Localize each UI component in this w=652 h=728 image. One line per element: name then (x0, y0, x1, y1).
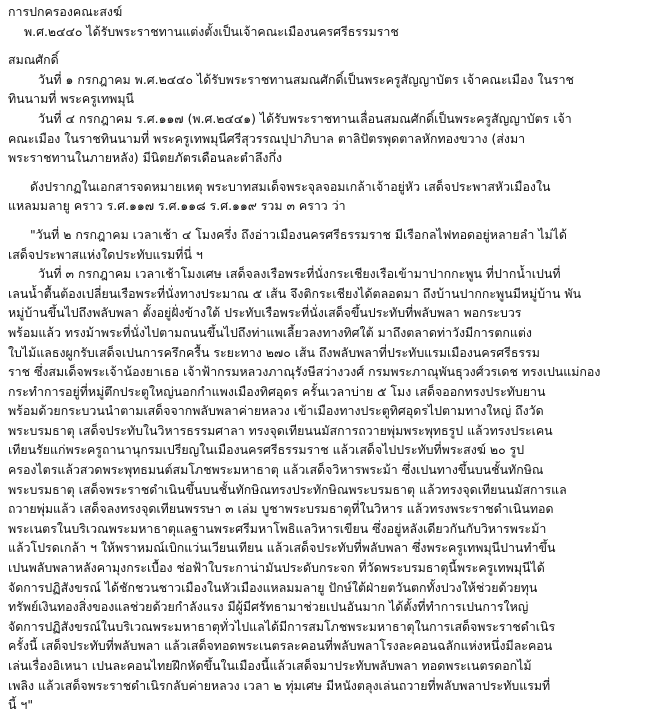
quote-body-line: แล้วโปรดเกล้า ฯ ให้พราหมณ์เบิกแว่นเวียนเทียน แล้วเสด็จประทับที่พลับพลา ซึ่งพระครูเทพมุนีปานทำขึ้น (8, 540, 556, 556)
section-archival-reference (0, 177, 652, 216)
quote-body-line: ใบไม้แลธงผูกรับเสด็จเปนการครึกครื้น ระยะทาง ๒๗๐ เส้น ถึงพลับพลาที่ประทับแรมเมืองนครศรีธรรม (8, 344, 540, 360)
rank-paragraph-1-line: วันที่ ๑ กรกฎาคม พ.ศ.๒๔๔๐ ได้รับพระราชทานสมณศักดิ์เป็นพระครูสัญญาบัตร เจ้าคณะเมือง ในราช (38, 71, 574, 87)
rank-paragraph-2-line: คณะเมือง ในราชทินนามที่ พระครูเทพมุนีศรีสุวรรณปุปาภิบาล ตาลิปัตรพุดตาลหักทองขวาง (ส่งมา (8, 130, 526, 146)
quote-body-line: พระเนตรในบริเวณพระมหาธาตุแลฐานพระศรีมหาโพธิแลวิหารเขียน ซึ่งอยู่หลังเดียวกันกับวิหารพระม้า (8, 520, 547, 536)
quote-body-line: จัดการปฏิสังขรณ์ ได้ชักชวนชาวเมืองในหัวเมืองแหลมมลายู ปักษ์ใต้ฝ่ายตวันตกทั้งปวงให้ช่วยด้วยทุน (8, 579, 538, 595)
quote-body-line: นี้ ฯ" (8, 697, 34, 713)
quote-body-line: พร้อมด้วยกระบวนนำตามเสด็จจากพลับพลาค่ายหลวง เข้าเมืองทางประตูทิศอุดรไปตามทางใหญ่ ถึงวัด (8, 403, 544, 419)
quote-body-line: เพลิง แล้วเสด็จพระราชดำเนิรกลับค่ายหลวง เวลา ๒ ทุ่มเศษ มีหนังตลุงเล่นถวายที่พลับพลาประทับแรมที่ (8, 677, 551, 693)
reference-line: แหลมมลายู คราว ร.ศ.๑๑๗ ร.ศ.๑๑๘ ร.ศ.๑๑๙ รวม ๓ คราว ว่า (8, 198, 346, 214)
quote-body-line: ครองไตรแล้วสวดพระพุทธมนต์สมโภชพระมหาธาตุ แล้วเสด็จวิหารพระม้า ซึ่งเปนทางขึ้นบนชั้นทักษิณ (8, 462, 544, 478)
quote-body-line: ทรัพย์เงินทองสิ่งของแลช่วยด้วยกำลังแรง มีผู้มีศรัทธามาช่วยเปนอันมาก ได้ตั้งที่ทำการเปนการใหญ่ (8, 599, 529, 615)
quote-body-line: วันที่ ๓ กรกฎาคม เวลาเช้าโมงเศษ เสด็จลงเรือพระที่นั่งกระเชียงเรือเข้ามาปากกะพูน ที่ปากน้ำเปนที่ (38, 266, 561, 282)
rank-paragraph-2-line: พระราชทานในภายหลัง) มีนิตยภัตรเดือนละตำลึงกึ่ง (8, 150, 283, 166)
quote-line: เสด็จประพาสแห่งใดประทับแรมที่นี่ ฯ (8, 246, 203, 262)
section-ecclesiastical-rank (0, 50, 652, 168)
quote-body-line: พระบรมธาตุ เสด็จพระราชดำเนินขึ้นบนชั้นทักษิณทรงประทักษิณพระบรมธาตุ แล้วทรงจุดเทียนนมัสการแล (8, 481, 567, 497)
rank-paragraph-2-line: วันที่ ๔ กรกฎาคม ร.ศ.๑๑๗ (พ.ศ.๒๔๔๑) ได้รับพระราชทานเลื่อนสมณศักดิ์เป็นพระครูสัญญาบัตร เจ้า (38, 110, 572, 126)
quote-body-line: ครั้งนี้ เสด็จประทับที่พลับพลา แล้วเสด็จทอดพระเนตรละคอนที่พลับพลาโรงละคอนฉลักแห่งหนึ่งมีละคอน (8, 638, 553, 654)
quote-body-line: เลนน้ำตื้นต้องเปลี่ยนเรือพระที่นั่งทางประมาณ ๕ เส้น จึงติกระเชียงได้ตลอดมา ถึงบ้านปากกะพูนมีหมู่บ้าน พัน (8, 285, 582, 301)
quote-body-line: กระทำการอยู่ที่หมู่ตึกประตูใหญ่นอกกำแพงเมืองทิศอุดร ครั้นเวลาบ่าย ๕ โมง เสด็จออกทรงประทับยาน (8, 383, 546, 399)
quote-body-line: เทียนรัยแก่พระครูถานานุกรมเปรียญในเมืองนครศรีธรรมราช แล้วเสด็จไปประทับที่พระสงฆ์ ๒๐ รูป (8, 442, 525, 458)
section-heading-rank: สมณศักดิ์ (8, 52, 59, 68)
administration-line: พ.ศ.๒๔๔๐ ได้รับพระราชทานแต่งตั้งเป็นเจ้าคณะเมืองนครศรีธรรมราช (24, 23, 399, 39)
quote-body-line: ถวายพุ่มแล้ว เสด็จลงทรงจุดเทียนพรรษา ๓ เล่ม บูชาพระบรมธาตุที่ในวิหาร แล้วทรงพระราชดำเนินทอด (8, 501, 554, 517)
quote-body-line: เปนพลับพลาหลังคามุงกระเบื้อง ช่อฟ้าใบระกาน่ามันประดับกระจก ที่วัดพระบรมธาตุนี้พระครูเทพมุนีได้ (8, 560, 545, 576)
quote-line: "วันที่ ๒ กรกฎาคม เวลาเช้า ๔ โมงครึ่ง ถึงอ่าวเมืองนครศรีธรรมราช มีเรือกลไฟทอดอยู่หลายลำ ไม่ได้ (30, 226, 567, 242)
quote-body-line: หมู่บ้านขึ้นไปถึงพลับพลา ตั้งอยู่ฝั่งข้างใต้ ประทับเรือพระที่นั่งเสด็จขึ้นประทับที่พลับพลา พอกระบวร (8, 305, 522, 321)
quote-body-line: พระบรมธาตุ เสด็จประทับในวิหารธรรมศาลา ทรงจุดเทียนนมัสการถวายพุ่มพระพุทธรูป แล้วทรงประเคน (8, 422, 553, 438)
rank-paragraph-1-line: ทินนามที่ พระครูเทพมุนี (8, 91, 134, 107)
quote-body-line: จัดการปฏิสังขรณ์ในบริเวณพระมหาธาตุทั่วไปแลได้มีการสมโภชพระมหาธาตุในการเสด็จพระราชดำเนิร (8, 618, 556, 634)
section-royal-visit-quote (0, 225, 652, 715)
section-heading-administration: การปกครองคณะสงฆ์ (8, 4, 123, 19)
quote-body-line: พร้อมแล้ว ทรงม้าพระที่นั่งไปตามถนนขึ้นไปถึงท่าแพเลี้ยวลงทางทิศใต้ มาถึงตลาดท่าวังมีการตกแต่ง (8, 324, 532, 340)
section-administration (0, 2, 652, 41)
quote-body-line: เล่นเรื่องอิเหนา เปนละคอนไทยฝึกหัดขึ้นในเมืองนี้แล้วเสด็จมาประทับพลับพลา ทอดพระเนตรดอกไม้ (8, 658, 532, 673)
reference-line: ดังปรากฏในเอกสารจดหมายเหตุ พระบาทสมเด็จพระจุลจอมเกล้าเจ้าอยู่หัว เสด็จประพาสหัวเมืองใน (30, 178, 551, 194)
quote-body-line: ราช ซึ่งสมเด็จพระเจ้าน้องยาเธอ เจ้าฟ้ากรมหลวงภาณุรังษีสว่างวงศ์ กรมพระภาณุพันธุวงศ์วรเดช ทรงเปนแม่กอง (8, 364, 601, 380)
